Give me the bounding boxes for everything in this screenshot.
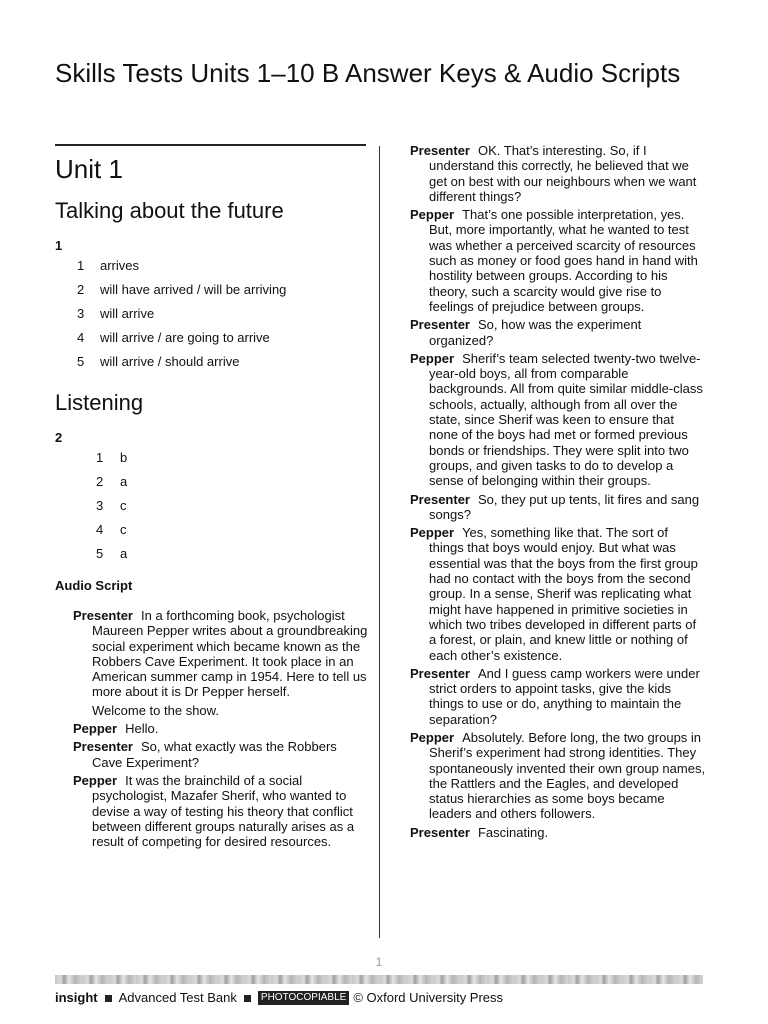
- audio-script-label: Audio Script: [55, 578, 133, 593]
- speaker-name: Presenter: [410, 665, 470, 681]
- speaker-name: Presenter: [410, 491, 470, 507]
- answer-list-1: [55, 258, 370, 378]
- script-turn: Pepper Hello.: [73, 721, 159, 737]
- right-column: [410, 143, 706, 843]
- script-turn: Presenter So, how was the experiment organized?: [410, 317, 642, 348]
- footer-decorative-strip: [55, 975, 703, 984]
- unit-heading: Unit 1: [55, 154, 123, 184]
- script-turn: Presenter So, what exactly was the Robbers Cave Experiment?: [73, 739, 337, 770]
- section-heading-listening: Listening: [55, 390, 144, 415]
- speaker-name: Presenter: [73, 608, 133, 623]
- script-turn: Pepper Yes, something like that. The sort of things that boys would enjoy. But what was essential was that the boys from the first group had no contact with the boys from the second group. In a sense, Sherif was replicating what might have happened in primitive societies in which two tribes developed in different parts of a forest, or plain, and knew little or nothing of each other’s existence.: [410, 525, 698, 663]
- exercise-number-1: 1: [55, 238, 63, 253]
- left-column: [55, 152, 370, 852]
- script-turn: Presenter Fascinating.: [410, 824, 549, 840]
- script-turn: Pepper It was the brainchild of a social psychologist, Mazafer Sherif, who wanted to devise a way of testing his theory that conflict between different groups naturally arises as a result of competing for desired resources.: [73, 772, 355, 850]
- page-title: Skills Tests Units 1–10 B Answer Keys & Audio Scripts: [55, 58, 681, 88]
- answer-item: 5 a: [96, 546, 128, 561]
- answer-item: 3 will arrive: [77, 306, 155, 321]
- script-turn: Presenter So, they put up tents, lit fires and sang songs?: [410, 491, 700, 522]
- speaker-name: Pepper: [410, 525, 455, 541]
- section-heading-future: Talking about the future: [55, 198, 284, 223]
- answer-item: 2 a: [96, 474, 128, 489]
- answer-item: 4 will arrive / are going to arrive: [77, 330, 270, 345]
- speaker-name: Pepper: [410, 350, 455, 366]
- script-turn-continuation: Welcome to the show.: [92, 702, 219, 718]
- answer-item: 1 arrives: [77, 258, 140, 273]
- exercise-number-2: 2: [55, 430, 63, 445]
- script-turn: Pepper Sherif’s team selected twenty-two twelve-year-old boys, all from comparable backgrounds. All from quite similar middle-class schools, actually, although from all over the state, since Sherif was keen to ensure that none of the boys had met or formed previous bonds or friendships. They were split into two groups, and given tasks to do to develop a sense of belonging within their groups.: [410, 350, 703, 489]
- script-turn: Pepper Absolutely. Before long, the two groups in Sherif’s experiment had strong identities. They spontaneously invented their own group names, the Rattlers and the Eagles, and developed status hierarchies as some boys became leaders and others followers.: [410, 729, 706, 822]
- speaker-name: Presenter: [410, 143, 470, 158]
- script-turn: Presenter And I guess camp workers were under strict orders to appoint tasks, give the kids things to use or do, anything to maintain the separation?: [410, 665, 700, 727]
- answer-item: 1 b: [96, 450, 128, 465]
- script-turn: Presenter In a forthcoming book, psychologist Maureen Pepper writes about a groundbreaking social experiment which became known as the Robbers Cave Experiment. It took place in an American summer camp in 1954. Here to tell us more about it is Dr Pepper herself.: [73, 608, 368, 700]
- speaker-name: Pepper: [73, 721, 118, 737]
- answer-item: 3 c: [96, 498, 127, 513]
- heading-rule: [55, 144, 366, 146]
- photocopiable-badge: PHOTOCOPIABLE: [258, 991, 349, 1005]
- answer-list-2: [55, 450, 370, 570]
- speaker-name: Presenter: [410, 824, 470, 840]
- speaker-name: Pepper: [410, 207, 455, 223]
- speaker-name: Presenter: [410, 317, 470, 333]
- answer-item: 2 will have arrived / will be arriving: [77, 282, 287, 297]
- speaker-name: Pepper: [73, 772, 118, 788]
- column-divider: [379, 146, 380, 938]
- answer-item: 4 c: [96, 522, 127, 537]
- footer-copyright: © Oxford University Press: [353, 990, 504, 1005]
- speaker-name: Presenter: [73, 739, 133, 755]
- script-turn: Pepper That’s one possible interpretation, yes. But, more importantly, what he wanted to test was whether a perceived scarcity of resources such as money or food goes hand in hand with hostility between groups. According to his theory, such a scarcity would give rise to feelings of prejudice between groups.: [410, 207, 698, 314]
- page-number: 1: [375, 955, 383, 969]
- speaker-name: Pepper: [410, 729, 455, 745]
- square-bullet-icon: [244, 995, 251, 1002]
- audio-script-left: [73, 608, 370, 849]
- square-bullet-icon: [105, 995, 112, 1002]
- footer: [55, 990, 503, 1006]
- footer-product: Advanced Test Bank: [118, 990, 237, 1005]
- answer-item: 5 will arrive / should arrive: [77, 354, 240, 369]
- script-turn: Presenter OK. That’s interesting. So, if I understand this correctly, he believed that we get on best with our neighbours when we want different things?: [410, 143, 697, 204]
- footer-brand: insight: [55, 990, 98, 1005]
